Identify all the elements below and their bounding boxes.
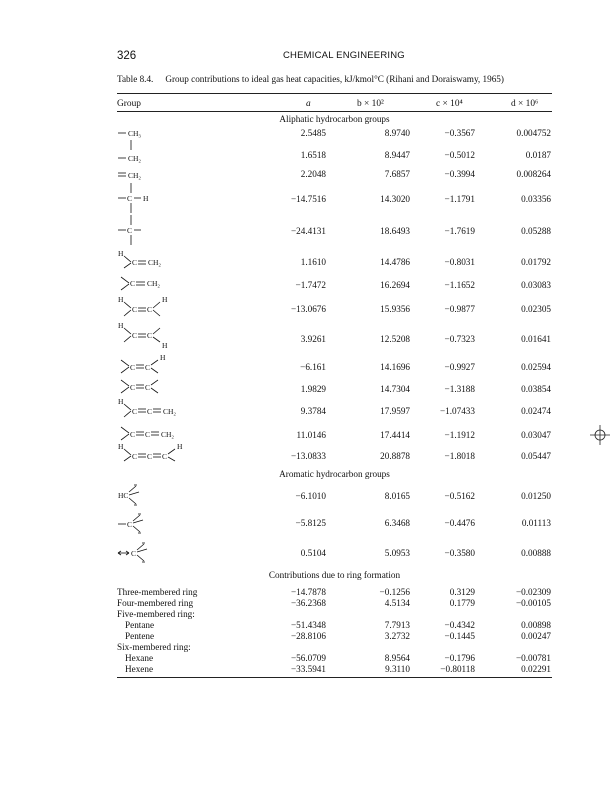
svg-text:H: H	[177, 442, 183, 451]
cell-d: 0.01113	[521, 518, 551, 528]
svg-text:C: C	[147, 331, 153, 340]
cell-c: −0.4342	[444, 620, 475, 630]
row-label: Hexene	[125, 664, 154, 674]
svg-text:H: H	[118, 397, 124, 406]
column-header-d: d × 10⁶	[511, 99, 539, 109]
svg-text:C: C	[145, 383, 151, 392]
cell-d: 0.03083	[521, 280, 551, 290]
cell-a: 2.5485	[300, 128, 326, 138]
group-structure-double-ch2	[117, 166, 197, 182]
cell-c: −1.1791	[444, 194, 475, 204]
cell-c: −0.9927	[444, 362, 475, 372]
cell-a: 9.3784	[300, 406, 326, 416]
cell-c: −1.8018	[444, 451, 475, 461]
row-label: Six-membered ring:	[117, 642, 191, 652]
svg-text:C: C	[162, 452, 168, 461]
cell-a: 3.9261	[300, 334, 326, 344]
cell-a: −6.1010	[295, 491, 326, 501]
cell-d: −0.00781	[515, 653, 551, 663]
svg-text:C: C	[145, 430, 151, 439]
section-heading-ring: Contributions due to ring formation	[268, 570, 401, 580]
row-label: Five-membered ring:	[117, 609, 195, 619]
svg-text:CH₃: CH₃	[128, 129, 142, 138]
cell-d: 0.02305	[521, 304, 551, 314]
svg-text:CH₂: CH₂	[128, 154, 142, 163]
cell-a: 1.1610	[300, 257, 326, 267]
cell-c: −0.8031	[444, 257, 475, 267]
svg-text:CH₂: CH₂	[163, 407, 177, 416]
cell-b: 17.9597	[380, 406, 410, 416]
cell-c: −0.80118	[440, 664, 475, 674]
cell-a: −1.7472	[295, 280, 326, 290]
cell-b: 20.8878	[380, 451, 410, 461]
cell-c: −0.5162	[444, 491, 475, 501]
cell-b: 14.4786	[380, 257, 410, 267]
svg-text:C: C	[147, 305, 153, 314]
row-label: Pentene	[125, 631, 155, 641]
cell-d: 0.00247	[521, 631, 551, 641]
svg-text:C: C	[145, 363, 151, 372]
column-header-a: a	[306, 99, 311, 109]
cell-a: −51.4348	[290, 620, 326, 630]
cell-d: 0.00888	[521, 548, 551, 558]
group-structure-aromatic-fused	[117, 538, 197, 566]
row-label: Four-membered ring	[117, 598, 194, 608]
cell-b: 15.9356	[380, 304, 410, 314]
table-bottom-rule	[117, 677, 552, 678]
cell-a: −56.0709	[290, 653, 326, 663]
svg-text:C: C	[132, 331, 138, 340]
cell-d: 0.008264	[516, 169, 551, 179]
cell-a: 1.6518	[300, 150, 326, 160]
group-structure-h-vinyl	[117, 248, 197, 272]
cell-d: 0.01641	[521, 334, 551, 344]
svg-text:H: H	[160, 353, 166, 362]
cell-a: −14.7516	[290, 194, 326, 204]
cell-b: 6.3468	[384, 518, 410, 528]
cell-a: −14.7878	[290, 587, 326, 597]
cell-b: 14.7304	[380, 384, 410, 394]
column-header-b: b × 10²	[357, 99, 384, 109]
cell-d: 0.0187	[525, 150, 551, 160]
row-label: Three-membered ring	[117, 587, 198, 597]
cell-b: 14.3020	[380, 194, 410, 204]
cell-b: 9.3110	[385, 664, 410, 674]
cell-b: 17.4414	[380, 430, 410, 440]
svg-text:C: C	[132, 452, 138, 461]
section-heading-aliphatic: Aliphatic hydrocarbon groups	[279, 114, 390, 124]
cell-c: −1.07433	[439, 406, 475, 416]
cell-d: 0.02474	[521, 406, 551, 416]
table-caption-text: Group contributions to ideal gas heat capacities, kJ/kmol°C (Rihani and Doraiswamy, 1965)	[165, 74, 504, 84]
svg-text:H: H	[162, 341, 168, 350]
cell-b: 5.0953	[384, 548, 410, 558]
cell-a: 2.2048	[300, 169, 326, 179]
svg-text:CH₂: CH₂	[161, 430, 175, 439]
cell-d: 0.03854	[521, 384, 551, 394]
header-bottom-rule	[117, 111, 552, 112]
cell-a: −5.8125	[295, 518, 326, 528]
svg-text:H: H	[118, 321, 124, 330]
svg-text:CH₂: CH₂	[147, 279, 161, 288]
section-heading-aromatic: Aromatic hydrocarbon groups	[279, 469, 390, 479]
cell-b: 7.6857	[384, 169, 410, 179]
cell-d: 0.03356	[521, 194, 551, 204]
cell-d: −0.02309	[515, 587, 551, 597]
table-caption	[117, 74, 504, 84]
row-label: Hexane	[125, 653, 154, 663]
column-header-group: Group	[117, 99, 141, 109]
svg-text:C: C	[130, 279, 136, 288]
svg-text:C: C	[127, 194, 133, 203]
cell-c: −1.1652	[444, 280, 475, 290]
cell-c: −0.3580	[444, 548, 475, 558]
cell-a: −33.5941	[290, 664, 326, 674]
svg-text:C: C	[130, 430, 136, 439]
cell-c: −0.5012	[444, 150, 475, 160]
svg-text:C: C	[147, 452, 153, 461]
group-structure-cis-ethene	[117, 294, 197, 322]
cell-c: −0.3567	[444, 128, 475, 138]
svg-text:C: C	[127, 226, 133, 235]
cell-d: 0.01792	[521, 257, 551, 267]
svg-text:C: C	[147, 407, 153, 416]
group-structure-ch	[117, 182, 197, 216]
group-structure-vinylidene	[117, 273, 197, 295]
running-header: CHEMICAL ENGINEERING	[283, 50, 405, 61]
cell-a: 11.0146	[296, 430, 326, 440]
group-structure-allene-hh	[117, 441, 207, 465]
cell-b: 12.5208	[380, 334, 410, 344]
svg-text:H: H	[118, 249, 124, 258]
cell-c: 0.1779	[449, 598, 475, 608]
cell-a: −13.0676	[290, 304, 326, 314]
cell-b: 3.2732	[384, 631, 410, 641]
cell-d: 0.02291	[521, 664, 551, 674]
svg-text:C: C	[132, 305, 138, 314]
svg-text:HC: HC	[118, 491, 129, 500]
svg-text:CH₂: CH₂	[128, 171, 142, 180]
cell-b: 18.6493	[380, 226, 410, 236]
group-structure-allene-h	[117, 396, 207, 422]
cell-d: 0.004752	[516, 128, 551, 138]
cell-c: −0.9877	[444, 304, 475, 314]
svg-text:H: H	[162, 295, 168, 304]
cell-d: 0.03047	[521, 430, 551, 440]
cell-c: −0.7323	[444, 334, 475, 344]
group-structure-ch2	[117, 138, 197, 164]
cell-c: −1.7619	[444, 226, 475, 236]
page-number: 326	[117, 50, 137, 62]
svg-text:H: H	[143, 194, 149, 203]
cell-c: −0.1445	[444, 631, 475, 641]
svg-text:H: H	[118, 295, 124, 304]
group-structure-quaternary-c	[117, 214, 197, 248]
cell-b: 7.7913	[384, 620, 410, 630]
cell-a: −28.8106	[290, 631, 326, 641]
cell-b: 8.9740	[384, 128, 410, 138]
cell-a: −13.0833	[290, 451, 326, 461]
cell-c: −0.4476	[444, 518, 475, 528]
svg-text:C: C	[132, 407, 138, 416]
cell-a: 0.5104	[300, 548, 326, 558]
cell-c: 0.3129	[449, 587, 475, 597]
cell-d: 0.05288	[521, 226, 551, 236]
cell-a: −6.161	[300, 362, 326, 372]
table-top-rule	[117, 93, 552, 94]
cell-d: 0.00898	[521, 620, 551, 630]
cell-b: −0.1256	[379, 587, 410, 597]
group-structure-aromatic-c	[117, 509, 197, 537]
cell-d: 0.02594	[521, 362, 551, 372]
svg-text:C: C	[130, 363, 136, 372]
svg-text:C: C	[131, 549, 137, 558]
cell-d: 0.01250	[521, 491, 551, 501]
cell-c: −0.1796	[444, 653, 475, 663]
cell-a: 1.9829	[300, 384, 326, 394]
group-structure-aromatic-hc	[117, 482, 197, 508]
svg-text:C: C	[127, 520, 133, 529]
table-number: Table 8.4.	[117, 74, 154, 84]
cell-c: −1.1912	[444, 430, 475, 440]
svg-text:H: H	[118, 442, 124, 451]
cell-d: 0.05447	[521, 451, 551, 461]
svg-text:CH₂: CH₂	[148, 258, 162, 267]
cell-b: 14.1696	[380, 362, 410, 372]
cell-c: −1.3188	[444, 384, 475, 394]
row-label: Pentane	[125, 620, 155, 630]
column-header-c: c × 10⁴	[436, 99, 463, 109]
cell-b: 8.9564	[384, 653, 410, 663]
cell-a: −36.2368	[290, 598, 326, 608]
cell-b: 16.2694	[380, 280, 410, 290]
cell-b: 8.9447	[384, 150, 410, 160]
group-structure-trans-ethene	[117, 320, 197, 350]
crosshair-icon	[590, 425, 610, 445]
cell-b: 8.0165	[384, 491, 410, 501]
svg-text:C: C	[130, 383, 136, 392]
cell-c: −0.3994	[444, 169, 475, 179]
svg-text:C: C	[132, 258, 138, 267]
cell-d: −0.00105	[515, 598, 551, 608]
cell-a: −24.4131	[290, 226, 326, 236]
cell-b: 4.5134	[384, 598, 410, 608]
